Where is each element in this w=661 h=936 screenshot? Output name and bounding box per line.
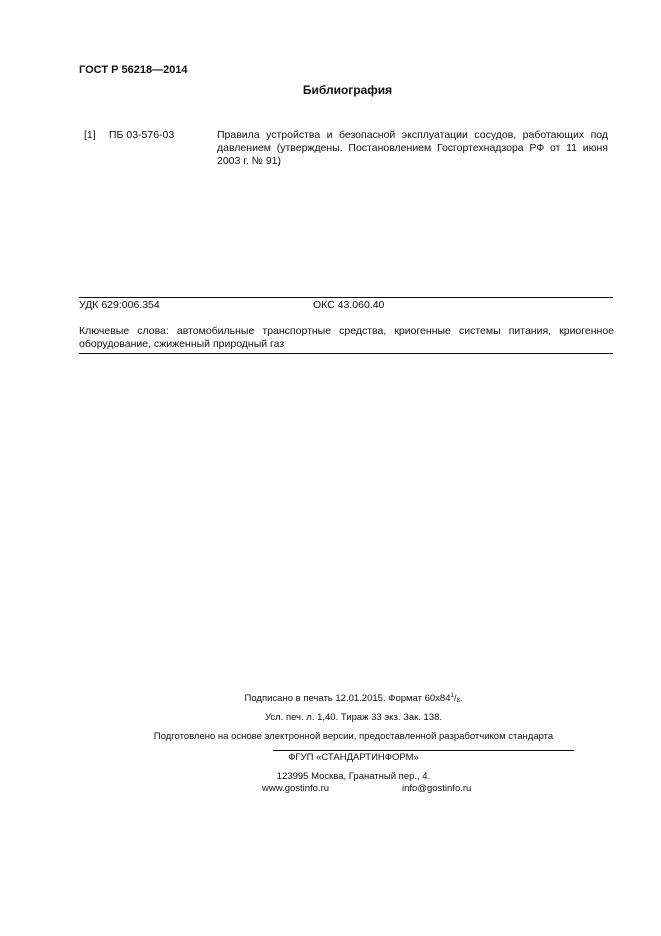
bibliography-title: Библиография: [302, 83, 393, 97]
reference-code: ПБ 03-576-03: [109, 129, 175, 141]
publisher-name: ФГУП «СТАНДАРТИНФОРМ»: [288, 752, 419, 763]
standard-code: ГОСТ Р 56218—2014: [79, 64, 188, 76]
signed-for-print: [0, 693, 661, 704]
reference-number: [1]: [84, 129, 96, 141]
format-denominator: 8: [456, 698, 460, 704]
imprint-divider: [273, 750, 574, 751]
format-suffix: .: [459, 693, 463, 704]
website-link[interactable]: www.gostinfo.ru: [262, 783, 330, 794]
email-link[interactable]: info@gostinfo.ru: [402, 783, 472, 794]
print-info: Усл. печ. л. 1,40. Тираж 33 экз. Зак. 138.: [264, 712, 443, 723]
oks-code: ОКС 43.060.40: [313, 299, 385, 311]
bottom-divider: [79, 353, 613, 354]
format-numerator: 1: [450, 693, 454, 699]
format-slash: /: [453, 693, 457, 704]
prepared-note: Подготовлено на основе электронной версии, предоставленной разработчиком стандарта: [153, 731, 554, 742]
udk-code: УДК 629:006.354: [79, 299, 160, 311]
reference-text: Правила устройства и безопасной эксплуатации сосудов, работающих под давлением (утверждены. Постановлением Госгортехнадзора РФ от 11 июня 2003 г. № 91): [217, 129, 608, 167]
keywords-text: Ключевые слова: автомобильные транспортные средства, криогенные системы питания, криогенное оборудование, сжиженный природный газ: [79, 325, 614, 350]
signed-text: Подписано в печать 12.01.2015. Формат 60х84: [244, 693, 451, 704]
top-divider: [79, 297, 613, 298]
publisher-address: 123995 Москва, Гранатный пер., 4.: [276, 771, 431, 782]
